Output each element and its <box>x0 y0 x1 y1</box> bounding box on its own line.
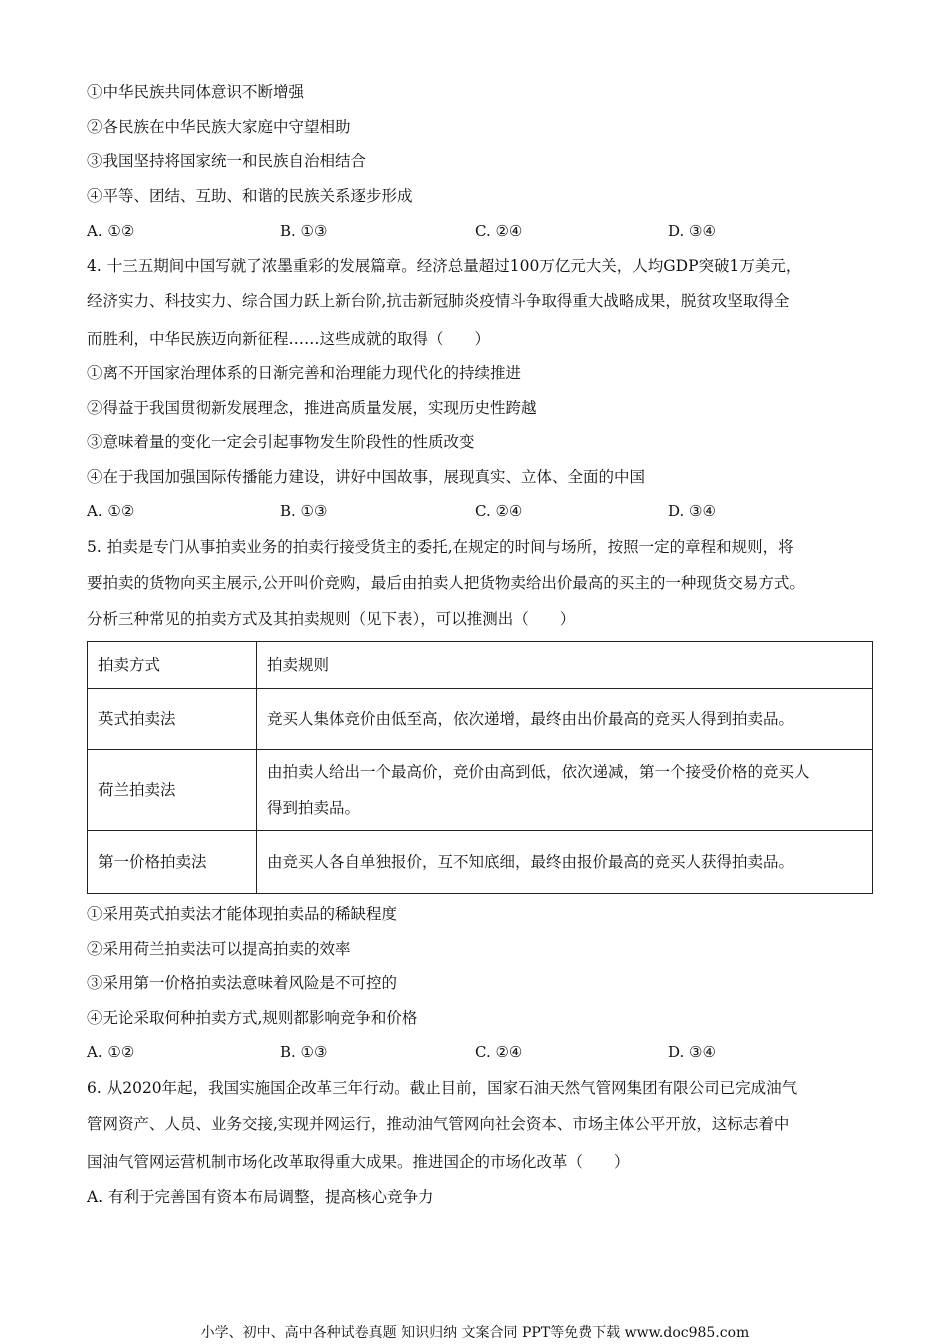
table-row <box>88 750 873 831</box>
q6-stem-line-2: 管网资产、人员、业务交接,实现并网运行，推动油气管网向社会资本、市场主体公平开放，这标志着中 <box>87 1115 790 1133</box>
q4-stem-line-1: 4. 十三五期间中国写就了浓墨重彩的发展篇章。经济总量超过100万亿元大关，人均GDP突破1万美元， <box>87 257 802 275</box>
row-method: 荷兰拍卖法 <box>88 750 257 831</box>
q5-item-2: ②采用荷兰拍卖法可以提高拍卖的效率 <box>87 940 351 958</box>
rule-line: 竞买人集体竞价由低至高，依次递增，最终由出价最高的竞买人得到拍卖品。 <box>267 710 795 728</box>
q5-stem-line-2: 要拍卖的货物向买主展示,公开叫价竞购，最后由拍卖人把货物卖给出价最高的买主的一种现货交易方式。 <box>87 574 805 592</box>
rule-line: 得到拍卖品。 <box>267 799 361 817</box>
q3-item-1: ①中华民族共同体意识不断增强 <box>87 83 305 101</box>
q4-option-c[interactable]: C. ②④ <box>475 502 523 520</box>
page-footer: 小学、初中、高中各种试卷真题 知识归纳 文案合同 PPT等免费下载 www.doc985.com <box>200 1325 750 1341</box>
auction-rules-table <box>87 641 873 894</box>
table-row <box>88 689 873 750</box>
q3-options <box>87 221 867 241</box>
row-method: 第一价格拍卖法 <box>88 831 257 894</box>
table-row <box>88 831 873 894</box>
rule-line: 由竞买人各自单独报价，互不知底细，最终由报价最高的竞买人获得拍卖品。 <box>267 853 795 871</box>
q4-stem-line-2: 经济实力、科技实力、综合国力跃上新台阶,抗击新冠肺炎疫情斗争取得重大战略成果，脱贫攻坚取得全 <box>87 292 790 310</box>
q5-option-b[interactable]: B. ①③ <box>280 1043 328 1061</box>
header-rule: 拍卖规则 <box>257 642 873 689</box>
q5-option-d[interactable]: D. ③④ <box>668 1043 716 1061</box>
q4-item-1: ①离不开国家治理体系的日渐完善和治理能力现代化的持续推进 <box>87 364 522 382</box>
q3-option-c[interactable]: C. ②④ <box>475 222 523 240</box>
q5-item-4: ④无论采取何种拍卖方式,规则都影响竞争和价格 <box>87 1009 418 1027</box>
q4-item-2: ②得益于我国贯彻新发展理念，推进高质量发展，实现历史性跨越 <box>87 399 537 417</box>
row-rule <box>257 750 873 831</box>
q5-stem-line-3: 分析三种常见的拍卖方式及其拍卖规则（见下表），可以推测出（ ） <box>87 610 576 628</box>
q6-stem-line-3: 国油气管网运营机制市场化改革取得重大成果。推进国企的市场化改革（ ） <box>87 1153 630 1171</box>
row-rule <box>257 831 873 894</box>
rule-line: 由拍卖人给出一个最高价，竞价由高到低，依次递减，第一个接受价格的竞买人 <box>267 763 810 781</box>
q5-stem-line-1: 5. 拍卖是专门从事拍卖业务的拍卖行接受货主的委托,在规定的时间与场所，按照一定的章程和规则，将 <box>87 538 794 556</box>
q4-option-b[interactable]: B. ①③ <box>280 502 328 520</box>
q5-option-c[interactable]: C. ②④ <box>475 1043 523 1061</box>
q6-option-a[interactable]: A. 有利于完善国有资本布局调整，提高核心竞争力 <box>87 1188 434 1206</box>
q3-option-d[interactable]: D. ③④ <box>668 222 716 240</box>
q3-item-2: ②各民族在中华民族大家庭中守望相助 <box>87 118 351 136</box>
q5-item-3: ③采用第一价格拍卖法意味着风险是不可控的 <box>87 974 398 992</box>
row-rule <box>257 689 873 750</box>
q4-options <box>87 501 867 521</box>
q4-stem-line-3: 而胜利，中华民族迈向新征程……这些成就的取得（ ） <box>87 330 491 348</box>
q3-item-4: ④平等、团结、互助、和谐的民族关系逐步形成 <box>87 187 413 205</box>
q5-options <box>87 1042 867 1062</box>
q4-option-d[interactable]: D. ③④ <box>668 502 716 520</box>
q5-item-1: ①采用英式拍卖法才能体现拍卖品的稀缺程度 <box>87 905 398 923</box>
q5-option-a[interactable]: A. ①② <box>87 1043 135 1061</box>
q4-option-a[interactable]: A. ①② <box>87 502 135 520</box>
q3-option-a[interactable]: A. ①② <box>87 222 135 240</box>
q4-item-4: ④在于我国加强国际传播能力建设，讲好中国故事，展现真实、立体、全面的中国 <box>87 468 646 486</box>
q4-item-3: ③意味着量的变化一定会引起事物发生阶段性的性质改变 <box>87 433 475 451</box>
header-method: 拍卖方式 <box>88 642 257 689</box>
q3-option-b[interactable]: B. ①③ <box>280 222 328 240</box>
row-method: 英式拍卖法 <box>88 689 257 750</box>
table-header-row <box>88 642 873 689</box>
q6-stem-line-1: 6. 从2020年起，我国实施国企改革三年行动。截止目前，国家石油天然气管网集团有限公司已完成油气 <box>87 1079 798 1097</box>
q3-item-3: ③我国坚持将国家统一和民族自治相结合 <box>87 152 367 170</box>
